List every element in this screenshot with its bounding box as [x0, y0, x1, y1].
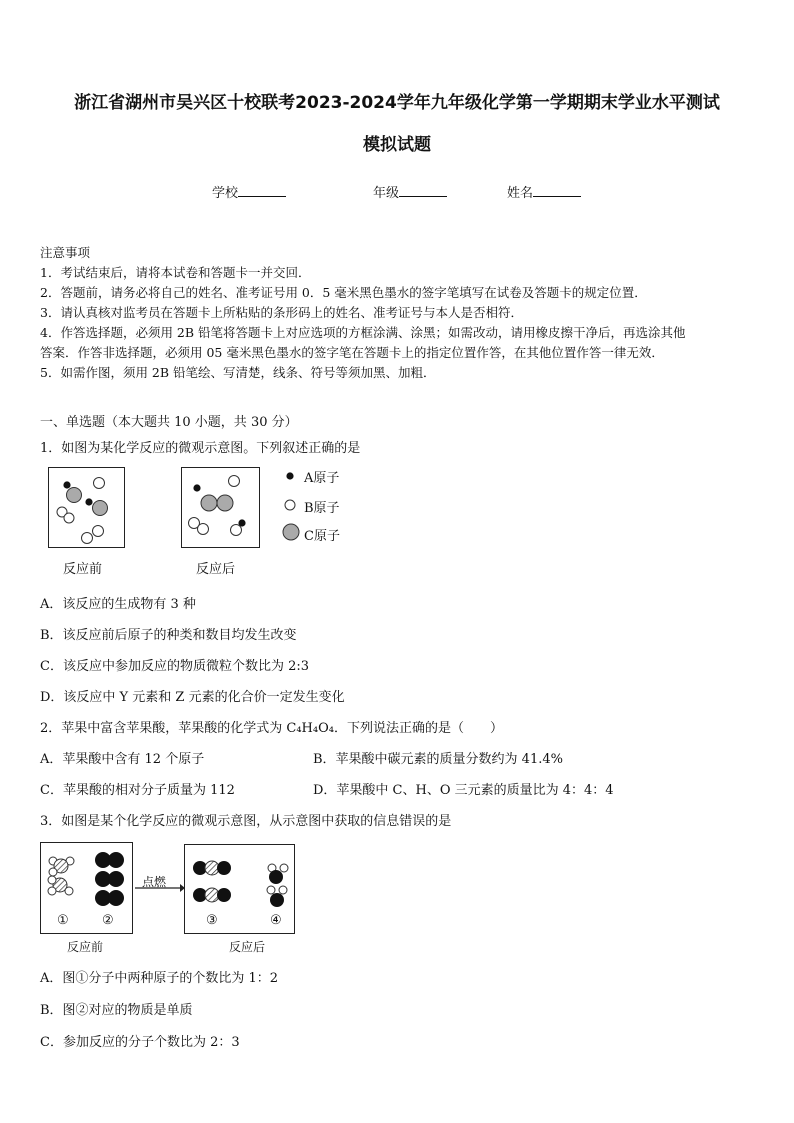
legend-c-label: C原子	[304, 529, 340, 544]
q3-reaction-diagram	[40, 842, 300, 938]
q1-before-caption: 反应前	[63, 562, 103, 577]
q1-option-c: C．该反应中参加反应的物质微粒个数比为 2:3	[40, 659, 310, 674]
q3-stem: 3．如图是某个化学反应的微观示意图，从示意图中获取的信息错误的是	[40, 814, 452, 829]
q3-label-1: ①	[57, 913, 69, 928]
q1-option-b: B．该反应前后原子的种类和数目均发生改变	[40, 628, 297, 643]
school-blank[interactable]	[238, 184, 286, 197]
q2-option-c: C．苹果酸的相对分子质量为 112	[40, 783, 235, 798]
q2-stem: 2．苹果中富含苹果酸，苹果酸的化学式为 C₄H₄O₄．下列说法正确的是（ ）	[40, 721, 503, 736]
q3-arrow-label: 点燃	[142, 875, 167, 889]
page-title-line-2: 模拟试题	[363, 135, 431, 155]
notes-section	[40, 243, 760, 383]
q1-after-caption: 反应后	[196, 562, 236, 577]
notes-item: 2．答题前，请务必将自己的姓名、准考证号用 0．5 毫米黑色墨水的签字笔填写在试卷及答题卡的规定位置．	[40, 285, 647, 300]
grade-label: 年级	[373, 186, 400, 201]
q3-option-c: C．参加反应的分子个数比为 2：3	[40, 1035, 240, 1050]
school-field[interactable]	[212, 182, 286, 201]
notes-heading: 注意事项	[40, 245, 91, 260]
q2-option-b: B．苹果酸中碳元素的质量分数约为 41.4%	[313, 752, 563, 767]
q3-option-b: B．图②对应的物质是单质	[40, 1003, 193, 1018]
notes-item: 1．考试结束后，请将本试卷和答题卡一并交回．	[40, 265, 311, 280]
name-label: 姓名	[507, 186, 534, 201]
atom-a-legend-icon	[286, 472, 293, 479]
q1-legend	[282, 466, 362, 548]
notes-item: 答案．作答非选择题，必须用 05 毫米黑色墨水的签字笔在答题卡上的指定位置作答，在其他位置作答一律无效．	[40, 345, 664, 360]
notes-item: 5．如需作图，须用 2B 铅笔绘、写清楚，线条、符号等须加黑、加粗．	[40, 365, 436, 380]
q3-label-3: ③	[206, 913, 218, 928]
q1-before-diagram	[48, 467, 126, 549]
q3-option-a: A．图①分子中两种原子的个数比为 1：2	[40, 971, 279, 986]
q3-before-caption: 反应前	[67, 940, 104, 954]
q1-option-a: A．该反应的生成物有 3 种	[40, 597, 196, 612]
q3-label-4: ④	[270, 913, 282, 928]
grade-field[interactable]	[373, 182, 447, 201]
grade-blank[interactable]	[399, 184, 447, 197]
name-field[interactable]	[507, 182, 581, 201]
section-heading: 一、单选题（本大题共 10 小题，共 30 分）	[40, 415, 298, 430]
atom-c-legend-icon	[283, 524, 299, 540]
legend-a-label: A原子	[304, 471, 340, 486]
q3-after-caption: 反应后	[229, 940, 266, 954]
atom-b-legend-icon	[285, 500, 295, 510]
page-title-line-1: 浙江省湖州市吴兴区十校联考2023-2024学年九年级化学第一学期期末学业水平测试	[74, 93, 720, 113]
q1-after-diagram	[181, 467, 261, 549]
school-label: 学校	[212, 186, 239, 201]
notes-item: 3．请认真核对监考员在答题卡上所粘贴的条形码上的姓名、准考证号与本人是否相符．	[40, 305, 523, 320]
q3-label-2: ②	[102, 913, 114, 928]
notes-item: 4．作答选择题，必须用 2B 铅笔将答题卡上对应选项的方框涂满、涂黑；如需改动，请用橡皮擦干净后，再选涂其他	[40, 325, 686, 340]
q2-option-d: D．苹果酸中 C、H、O 三元素的质量比为 4：4：4	[313, 783, 614, 798]
q1-option-d: D．该反应中 Y 元素和 Z 元素的化合价一定发生变化	[40, 690, 345, 705]
name-blank[interactable]	[533, 184, 581, 197]
q2-option-a: A．苹果酸中含有 12 个原子	[40, 752, 205, 767]
q1-stem: 1．如图为某化学反应的微观示意图。下列叙述正确的是	[40, 441, 361, 456]
legend-b-label: B原子	[304, 501, 340, 516]
